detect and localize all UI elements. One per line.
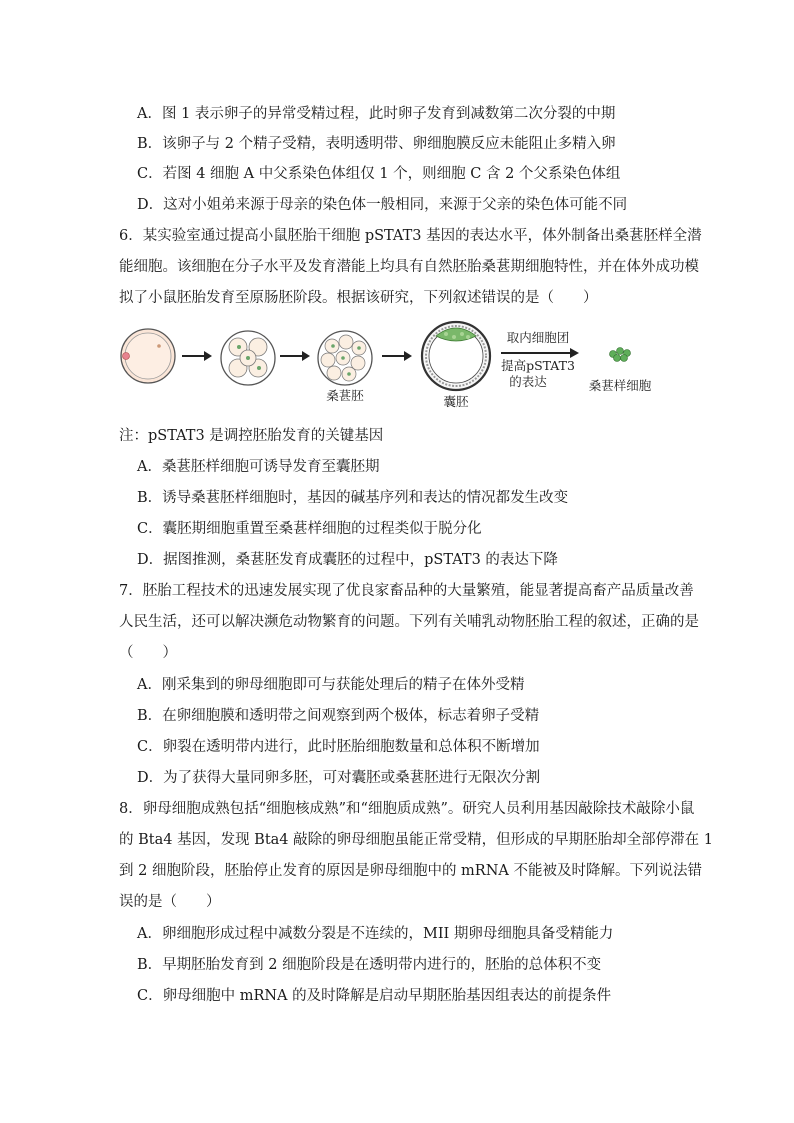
cleavage-embryo-icon: [221, 331, 275, 385]
q7-option-d: D．为了获得大量同卵多胚，可对囊胚或桑葚胚进行无限次分割: [137, 770, 541, 786]
q6-option-a: A．桑葚胚样细胞可诱导发育至囊胚期: [137, 459, 380, 475]
q6-stem-line-1: 6．某实验室通过提高小鼠胚胎干细胞 pSTAT3 基因的表达水平，体外制备出桑葚胚样全潜: [119, 228, 702, 244]
q8-stem-line-2: 的 Bta4 基因，发现 Bta4 敲除的卵母细胞虽能正常受精，但形成的早期胚胎却全部停滞在 1: [119, 832, 713, 848]
arrow-1-icon: [182, 351, 212, 361]
q6-option-b: B．诱导桑葚胚样细胞时，基因的碱基序列和表达的情况都发生改变: [137, 490, 569, 506]
q8-stem-line-4: 误的是（ ）: [119, 894, 221, 910]
blastocyst-label: 囊胚: [443, 394, 469, 409]
zygote-cell-icon: [121, 329, 175, 383]
q6-option-d: D．据图推测，桑葚胚发育成囊胚的过程中，pSTAT3 的表达下降: [137, 552, 558, 568]
q7-stem-line-2: 人民生活，还可以解决濒危动物繁育的问题。下列有关哺乳动物胚胎工程的叙述，正确的是: [119, 614, 699, 630]
morula-like-cells-icon: [610, 348, 631, 362]
q5-option-c: C．若图 4 细胞 A 中父系染色体组仅 1 个，则细胞 C 含 2 个父系染色体组: [137, 166, 621, 182]
q8-stem-line-1: 8．卵母细胞成熟包括“细胞核成熟”和“细胞质成熟”。研究人员利用基因敲除技术敲除小鼠: [119, 801, 695, 817]
q7-option-b: B．在卵细胞膜和透明带之间观察到两个极体，标志着卵子受精: [137, 708, 540, 724]
q7-stem-line-3: （ ）: [119, 645, 177, 661]
q5-option-a: A．图 1 表示卵子的异常受精过程，此时卵子发育到减数第二次分裂的中期: [137, 106, 616, 122]
morula-label: 桑葚胚: [326, 388, 364, 403]
q8-option-b: B．早期胚胎发育到 2 细胞阶段是在透明带内进行的，胚胎的总体积不变: [137, 957, 602, 973]
q8-stem-line-3: 到 2 细胞阶段，胚胎停止发育的原因是卵母细胞中的 mRNA 不能被及时降解。下列说法错: [119, 863, 702, 879]
q6-stem-line-3: 拟了小鼠胚胎发育至原肠胚阶段。根据该研究，下列叙述错误的是（ ）: [119, 290, 598, 306]
morula-icon: [318, 331, 372, 385]
arrow-bottom-label-2: 的表达: [509, 374, 547, 389]
q6-stem-line-2: 能细胞。该细胞在分子水平及发育潜能上均具有自然胚胎桑葚期细胞特性，并在体外成功模: [119, 259, 699, 275]
q8-option-a: A．卵细胞形成过程中减数分裂是不连续的，MII 期卵母细胞具备受精能力: [137, 926, 614, 942]
arrow-3-icon: [382, 351, 412, 361]
q7-stem-line-1: 7．胚胎工程技术的迅速发展实现了优良家畜品种的大量繁殖，能显著提高畜产品质量改善: [119, 583, 694, 599]
q6-option-c: C．囊胚期细胞重置至桑葚样细胞的过程类似于脱分化: [137, 521, 482, 537]
q5-option-b: B．该卵子与 2 个精子受精，表明透明带、卵细胞膜反应未能阻止多精入卵: [137, 136, 616, 152]
arrow-4-icon: [501, 348, 579, 358]
q6-note: 注：pSTAT3 是调控胚胎发育的关键基因: [119, 428, 384, 444]
q7-option-a: A．刚采集到的卵母细胞即可与获能处理后的精子在体外受精: [137, 677, 525, 693]
q8-option-c: C．卵母细胞中 mRNA 的及时降解是启动早期胚胎基因组表达的前提条件: [137, 988, 612, 1004]
arrow-2-icon: [280, 351, 310, 361]
q5-option-d: D．这对小姐弟来源于母亲的染色体一般相同，来源于父亲的染色体可能不同: [137, 197, 628, 213]
embryo-development-figure: [118, 320, 678, 420]
morula-like-label: 桑葚样细胞: [588, 378, 652, 393]
arrow-bottom-label-1: 提高pSTAT3: [501, 358, 575, 373]
blastocyst-icon: [422, 322, 490, 390]
arrow-top-label: 取内细胞团: [506, 330, 570, 345]
q7-option-c: C．卵裂在透明带内进行，此时胚胎细胞数量和总体积不断增加: [137, 739, 540, 755]
